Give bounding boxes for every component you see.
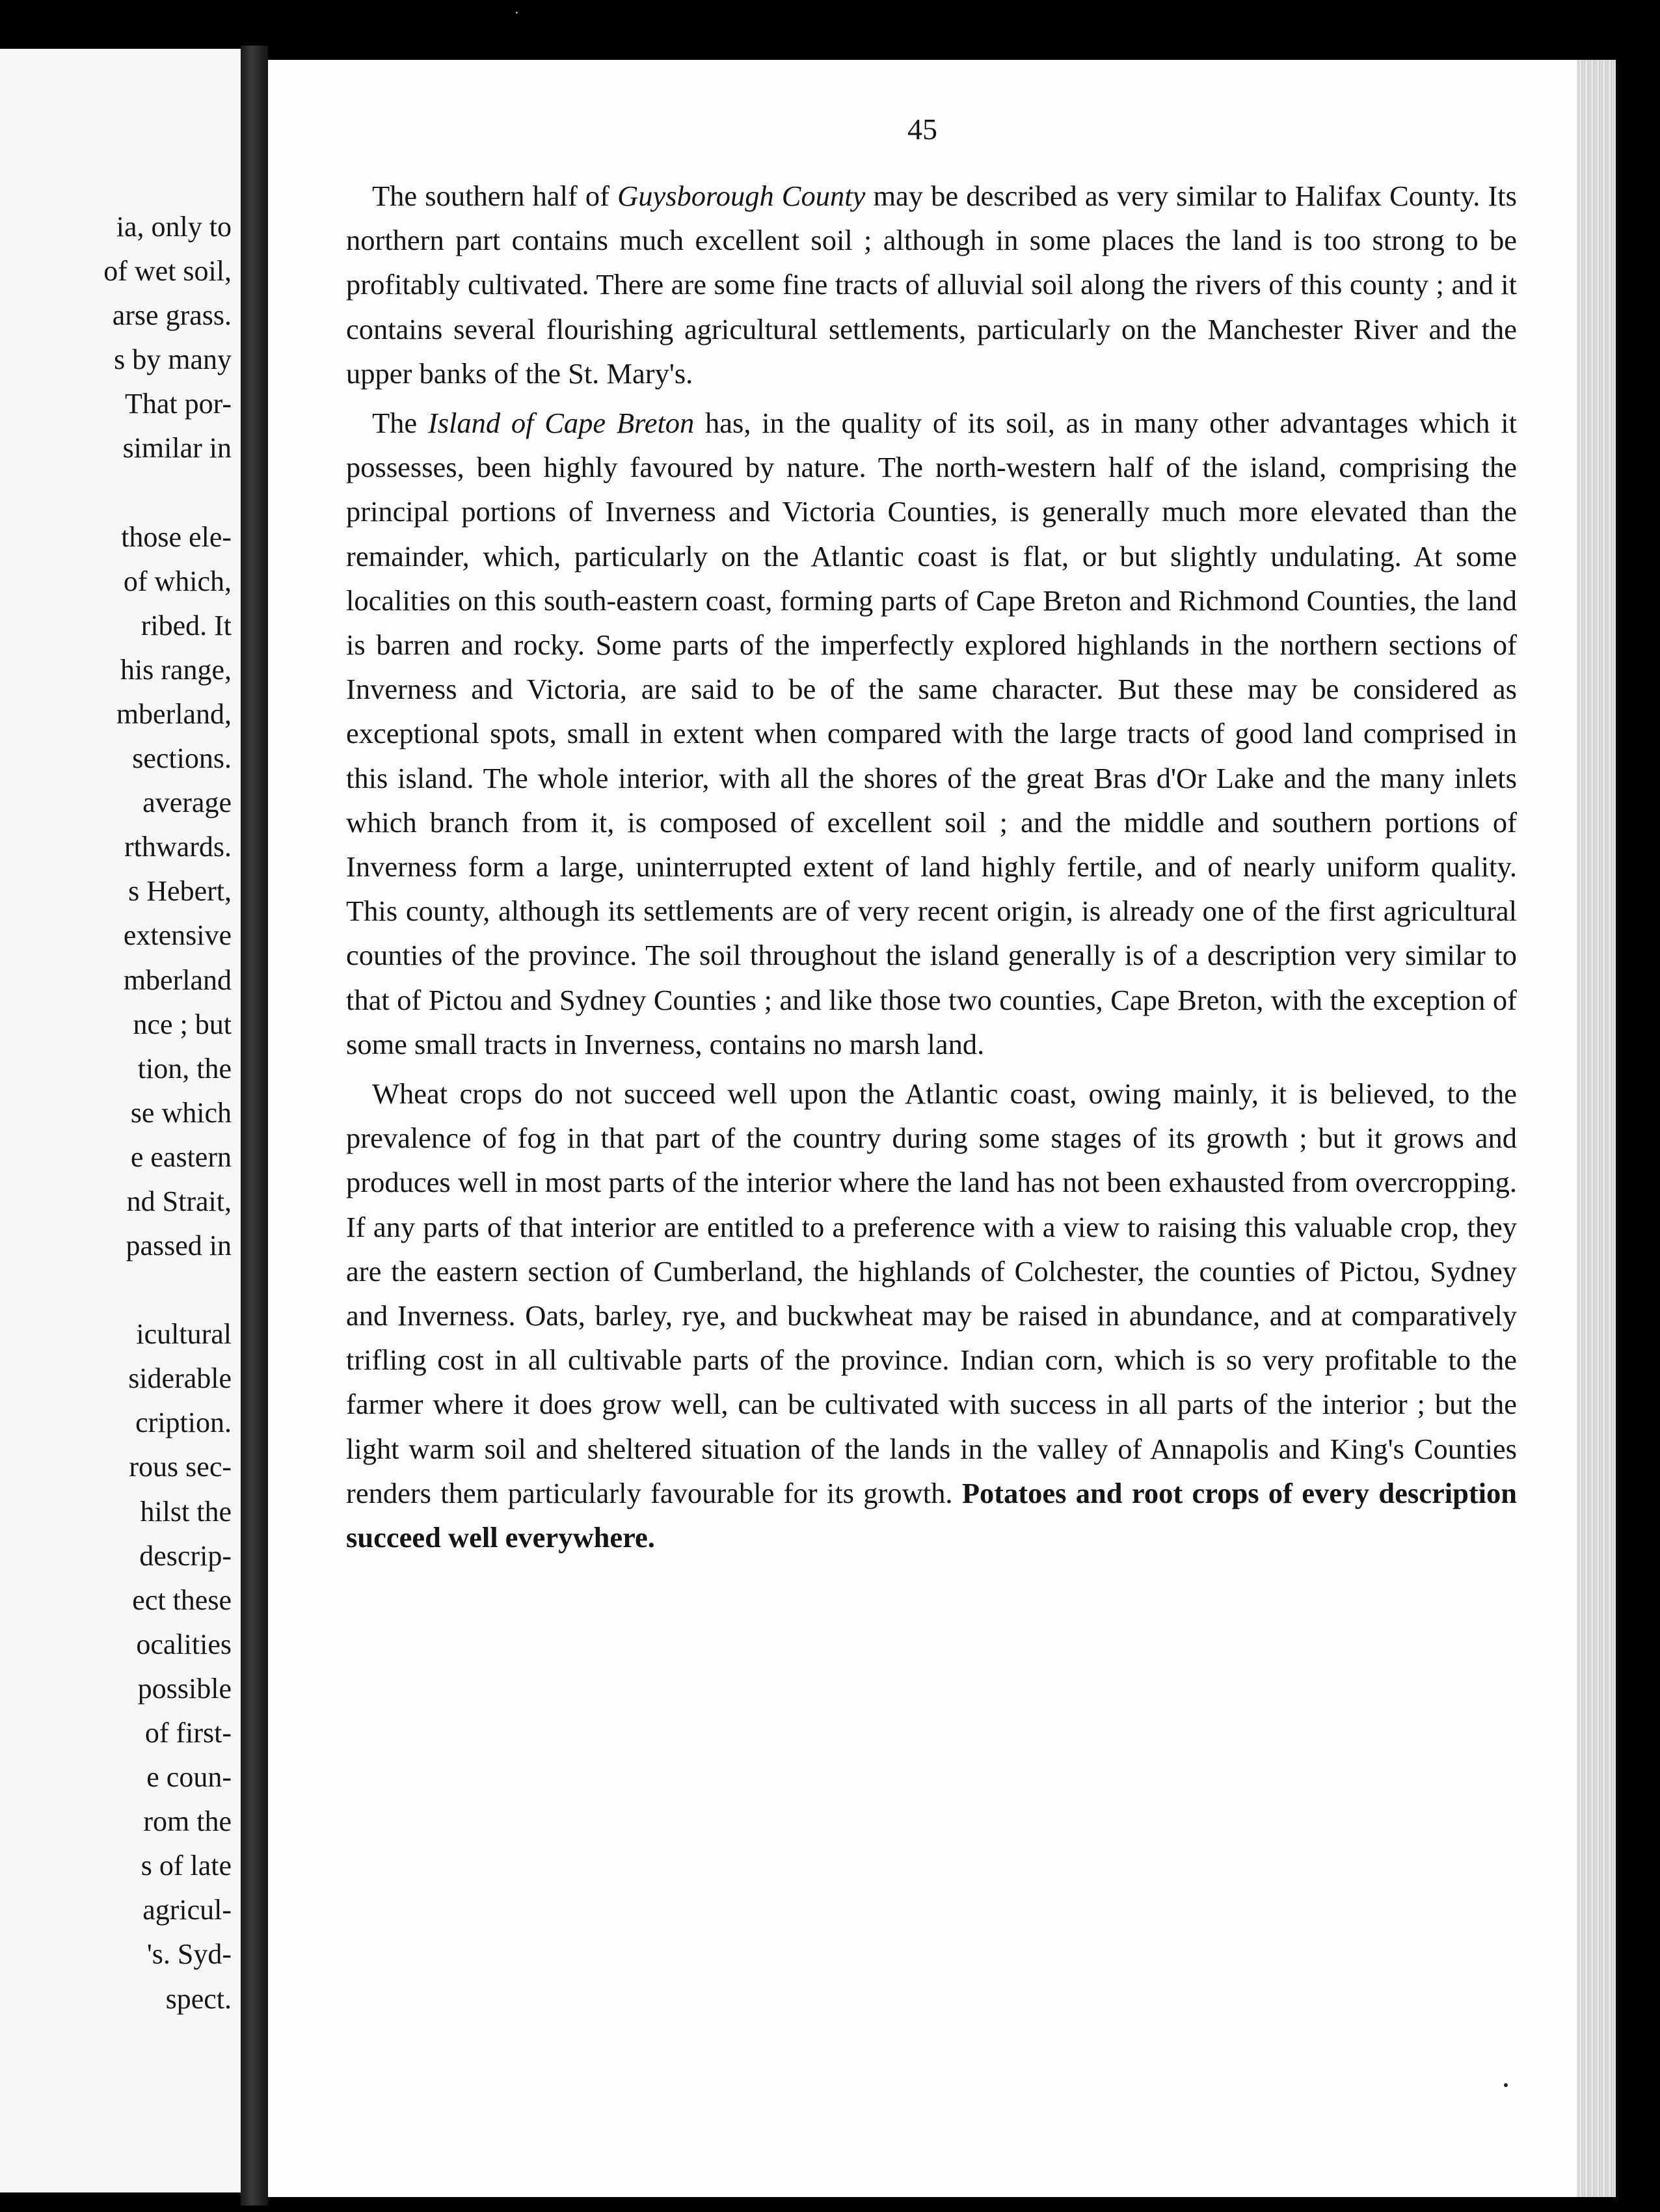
italic-place-name: Island of Cape Breton <box>427 407 695 440</box>
left-page-line: nce ; but <box>133 1008 232 1040</box>
left-page-line: se which <box>130 1096 232 1129</box>
left-page-line: e coun- <box>146 1761 232 1794</box>
paragraph-closing-sentence: Potatoes and root crops of every description succeed well everywhere. <box>346 1476 1517 1554</box>
paragraph-cape-breton <box>346 401 1517 1066</box>
left-page-text-column <box>103 205 232 2021</box>
paragraph-text: Wheat crops do not succeed well upon the Atlantic coast, owing mainly, it is believed, to the prevalence of fog in that part of the country during some stages of its growth ; but it grows and produces well in most parts of the interior where the land has not been exhausted from overcropping. If any parts of that interior are entitled to a preference with a view to raising this valuable crop, they are the eastern section of Cumberland, the highlands of Colchester, the counties of Pictou, Sydney and Inverness. Oats, barley, rye, and buckwheat may be raised in abundance, and at comparatively trifling cost in all cultivable parts of the province. Indian corn, which is so very profitable to the farmer where it does grow well, can be cultivated with success in all parts of the interior ; but the light warm soil and sheltered situation of the lands in the valley of Annapolis and King's Counties renders them particularly favourable for its growth. <box>346 1077 1517 1509</box>
left-page-line: agricul- <box>142 1894 232 1926</box>
left-page-line: rom the <box>143 1805 232 1838</box>
italic-place-name: Guysborough County <box>617 180 866 212</box>
paragraph-wheat-crops <box>346 1072 1517 1559</box>
left-page-line: s Hebert, <box>128 875 232 908</box>
left-page-line: mberland <box>123 964 232 996</box>
left-page-line: descrip- <box>139 1539 232 1572</box>
page-number: 45 <box>907 113 937 146</box>
left-page-line: rthwards. <box>124 831 232 863</box>
scan-mark: · <box>514 3 520 22</box>
left-page-line: mberland, <box>116 697 232 730</box>
left-page-line: arse grass. <box>112 299 232 332</box>
left-page-line: passed in <box>126 1230 232 1262</box>
body-text <box>346 174 1517 1559</box>
left-page-line: icultural <box>136 1318 232 1351</box>
left-page-line: possible <box>137 1672 232 1705</box>
paragraph-text: The <box>372 407 428 440</box>
left-page-line: ocalities <box>136 1628 232 1660</box>
left-page-line: s of late <box>141 1850 232 1882</box>
left-page-line: similar in <box>122 432 232 465</box>
left-page-line: nd Strait, <box>126 1185 232 1217</box>
paragraph-text: The southern half of <box>372 180 618 212</box>
left-page-line: ribed. It <box>141 609 232 641</box>
left-page-line: ect these <box>132 1584 232 1616</box>
left-page-line: of which, <box>123 565 232 597</box>
left-page-line: s by many <box>114 344 232 376</box>
paragraph-guysborough <box>346 174 1517 396</box>
left-page-line: those ele- <box>121 520 232 553</box>
left-page-fragment <box>0 49 241 2192</box>
page-edges <box>1577 60 1616 2197</box>
right-page <box>268 60 1577 2197</box>
left-page-line: average <box>142 787 232 819</box>
left-page-line: That por- <box>124 388 232 420</box>
left-page-line: hilst the <box>140 1495 232 1528</box>
left-page-line <box>103 471 232 515</box>
left-page-line: of wet soil, <box>103 255 232 288</box>
left-page-line: sections. <box>132 742 232 775</box>
left-page-line: spect. <box>165 1982 232 2015</box>
left-page-line: his range, <box>120 653 232 686</box>
left-page-line: of first- <box>144 1717 232 1749</box>
left-page-line: extensive <box>123 919 232 952</box>
paragraph-text: may be described as very similar to Halifax County. Its northern part contains much excellent soil ; although in some places the land is too strong to be profitably cultivated. There are some fine tracts of alluvial soil along the rivers of this county ; and it contains several flourishing agricultural settlements, particularly on the Manchester River and the upper banks of the St. Mary's. <box>346 180 1517 390</box>
left-page-line: tion, the <box>137 1052 232 1085</box>
left-page-line: e eastern <box>130 1140 232 1173</box>
left-page-line: cription. <box>135 1407 232 1439</box>
left-page-line: siderable <box>128 1362 232 1395</box>
paragraph-text: has, in the quality of its soil, as in many other advantages which it possesses, been highly favoured by nature. The north-western half of the island, comprising the principal portions of Inverness and Victoria Counties, is generally much more elevated than the remainder, which, particularly on the Atlantic coast is flat, or but slightly undulating. At some localities on this south-eastern coast, forming parts of Cape Breton and Richmond Counties, the land is barren and rocky. Some parts of the imperfectly explored highlands in the northern sections of Inverness and Victoria, are said to be of the same character. But these may be considered as exceptional spots, small in extent when compared with the large tracts of good land comprised in this island. The whole interior, with all the shores of the great Bras d'Or Lake and the many inlets which branch from it, is composed of excellent soil ; and the middle and southern portions of Inverness form a large, uninterrupted extent of land highly fertile, and of nearly uniform quality. This county, although its settlements are of very recent origin, is already one of the first agricultural counties of the province. The soil throughout the island generally is of a description very similar to that of Pictou and Sydney Counties ; and like those two counties, Cape Breton, with the exception of some small tracts in Inverness, contains no marsh land. <box>346 407 1517 1060</box>
left-page-line: ia, only to <box>116 211 232 243</box>
left-page-line: rous sec- <box>129 1451 232 1483</box>
ink-speck <box>1504 2083 1508 2087</box>
book-gutter <box>241 46 268 2205</box>
left-page-line: 's. Syd- <box>146 1938 232 1971</box>
left-page-line <box>103 1268 232 1312</box>
